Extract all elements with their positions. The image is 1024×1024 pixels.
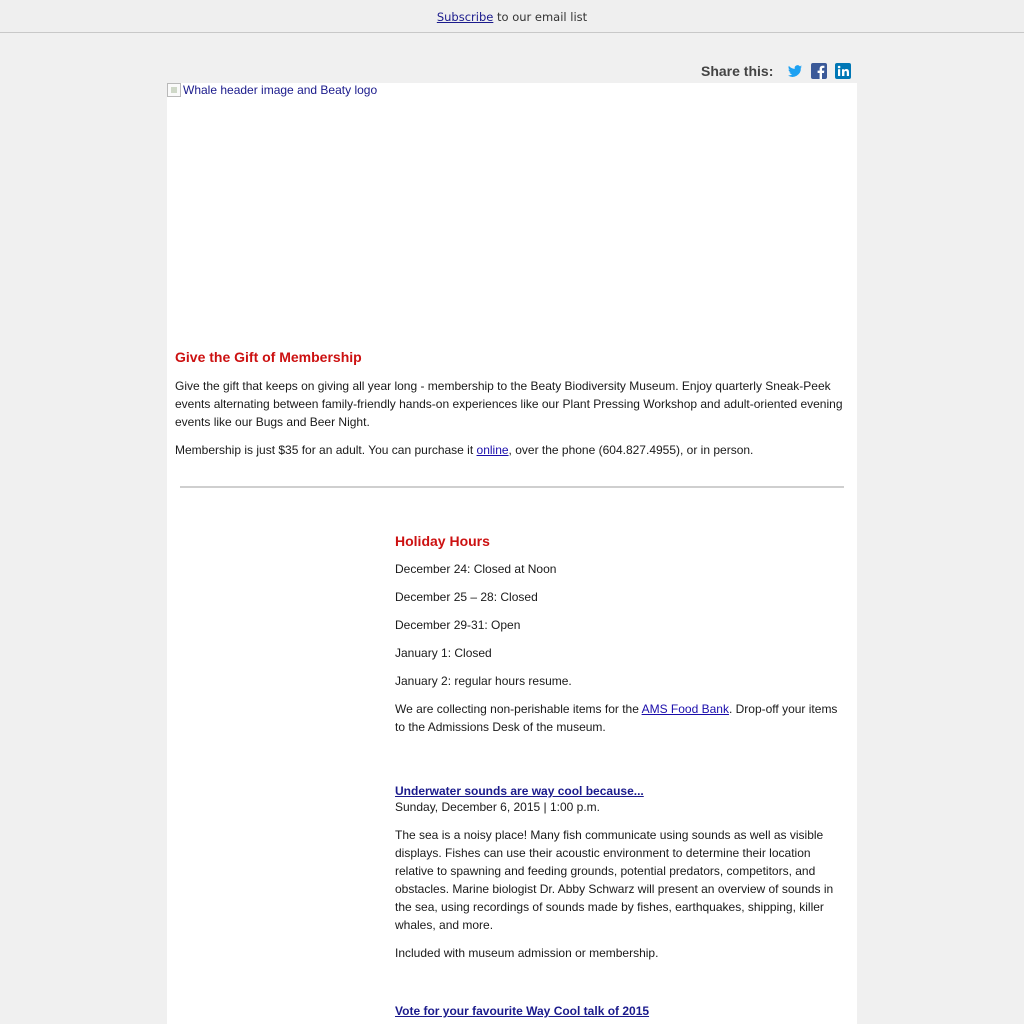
holiday-section	[395, 533, 847, 1018]
next-event-title	[395, 1004, 847, 1018]
divider	[180, 486, 844, 488]
membership-para2	[175, 441, 847, 459]
membership-title: Give the Gift of Membership	[175, 349, 362, 365]
broken-image-icon	[167, 83, 181, 97]
event-block	[395, 784, 847, 962]
twitter-icon[interactable]	[787, 63, 803, 79]
share-row	[701, 60, 859, 82]
header-image-alt[interactable]: Whale header image and Beaty logo	[183, 83, 378, 97]
holiday-title: Holiday Hours	[395, 533, 490, 549]
food-post: . Drop-off your items to the Admissions Desk of the museum.	[395, 702, 838, 734]
holiday-line: January 1: Closed	[395, 646, 492, 660]
membership-para2-post: , over the phone (604.827.4955), or in person.	[508, 443, 754, 457]
holiday-line: December 24: Closed at Noon	[395, 562, 557, 576]
event-admission: Included with museum admission or membership.	[395, 946, 659, 960]
subscribe-bar	[0, 0, 1024, 33]
event-date: Sunday, December 6, 2015 | 1:00 p.m.	[395, 800, 601, 814]
membership-section	[175, 349, 847, 469]
holiday-line: December 29-31: Open	[395, 618, 521, 632]
online-link[interactable]: online	[476, 443, 509, 457]
membership-para1: Give the gift that keeps on giving all year long - membership to the Beaty Biodiversity Museum. Enjoy quarterly Sneak-Peek events alternating between family-friendly hands-on experiences like our Plant Pressing Workshop and adult-oriented evening events like our Bugs and Beer Night.	[175, 379, 843, 429]
membership-para2-pre: Membership is just $35 for an adult. You can purchase it	[175, 443, 477, 457]
facebook-icon[interactable]	[811, 63, 827, 79]
linkedin-icon[interactable]	[835, 63, 851, 79]
ams-food-bank-link[interactable]: AMS Food Bank	[641, 702, 729, 716]
event-description: The sea is a noisy place! Many fish communicate using sounds as well as visible displays. Fishes can use their acoustic environment to determine their location relative to spawning and feeding grounds, potential predators, competitors, and obstacles. Marine biologist Dr. Abby Schwarz will present an overview of sounds in the sea, using recordings of sounds made by fishes, earthquakes, shipping, killer whales, and more.	[395, 828, 834, 932]
holiday-line: December 25 – 28: Closed	[395, 590, 538, 604]
share-label: Share this:	[701, 63, 774, 79]
event-title	[395, 784, 847, 798]
food-pre: We are collecting non-perishable items for the	[395, 702, 642, 716]
header-image[interactable]	[167, 83, 377, 97]
food-bank-note	[395, 700, 847, 736]
event-title-link[interactable]: Underwater sounds are way cool because...	[395, 784, 644, 798]
subscribe-link[interactable]: Subscribe	[436, 10, 494, 24]
newsletter-card	[167, 83, 857, 1024]
subscribe-text: to our email list	[493, 10, 588, 24]
holiday-line: January 2: regular hours resume.	[395, 674, 572, 688]
next-event-link[interactable]: Vote for your favourite Way Cool talk of 2015	[395, 1004, 650, 1018]
